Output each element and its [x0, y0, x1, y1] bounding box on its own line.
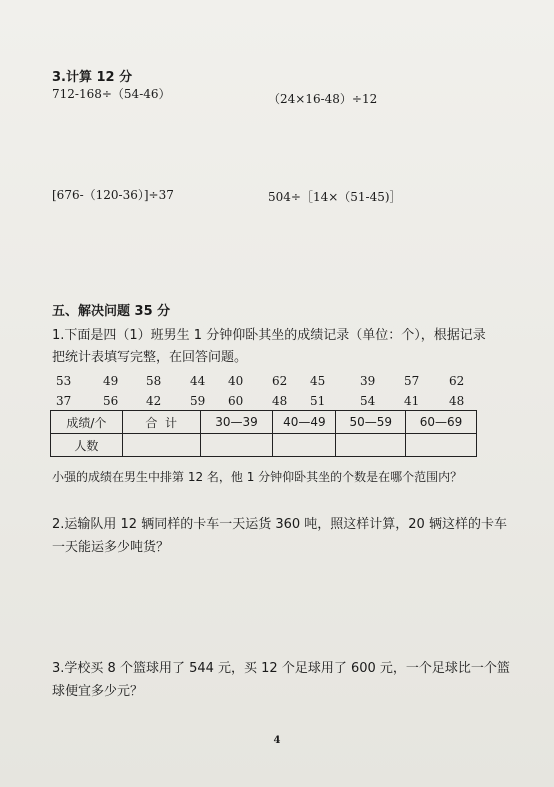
section5-title: 五、解决问题 35 分 [52, 304, 171, 319]
q1-text-line1: 1.下面是四（1）班男生 1 分钟仰卧其坐的成绩记录（单位：个），根据记录 [52, 328, 486, 343]
table-header-row [51, 411, 477, 434]
score-value: 44 [190, 374, 206, 388]
table-header-cell: 合 计 [122, 411, 200, 434]
scores-row-2 [0, 394, 554, 410]
q3-text-line1: 3.学校买 8 个篮球用了 544 元，买 12 个足球用了 600 元，一个足球比一个篮 [52, 661, 510, 676]
score-value: 60 [228, 394, 244, 408]
score-value: 41 [404, 394, 420, 408]
calc-expression-3: [676-（120-36）]÷37 [52, 188, 174, 202]
table-header-cell: 30—39 [200, 411, 273, 434]
table-row [51, 434, 477, 457]
calc-expression-1: 712-168÷（54-46） [52, 87, 171, 101]
score-value: 57 [404, 374, 420, 388]
table-blank-cell[interactable] [122, 434, 200, 457]
section3-title: 3.计算 12 分 [52, 70, 133, 85]
score-value: 39 [360, 374, 376, 388]
scores-row-1 [0, 374, 554, 390]
table-blank-cell[interactable] [273, 434, 336, 457]
page-number: 4 [273, 735, 281, 746]
q2-text-line1: 2.运输队用 12 辆同样的卡车一天运货 360 吨，照这样计算，20 辆这样的卡车 [52, 517, 507, 532]
q1-question: 小强的成绩在男生中排第 12 名，他 1 分钟仰卧其坐的个数是在哪个范围内？ [52, 470, 463, 484]
score-value: 62 [449, 374, 465, 388]
table-blank-cell[interactable] [406, 434, 477, 457]
score-value: 56 [103, 394, 119, 408]
score-value: 59 [190, 394, 206, 408]
calc-expression-2: （24×16-48）÷12 [268, 92, 378, 106]
score-value: 40 [228, 374, 244, 388]
score-value: 62 [272, 374, 288, 388]
score-value: 37 [56, 394, 72, 408]
score-value: 58 [146, 374, 162, 388]
score-statistics-table [50, 410, 477, 457]
table-header-cell: 60—69 [406, 411, 477, 434]
score-value: 42 [146, 394, 162, 408]
calc-expression-4: 504÷［14×（51-45)］ [268, 190, 402, 204]
q2-text-line2: 一天能运多少吨货？ [52, 540, 170, 555]
table-row-label: 人数 [51, 434, 123, 457]
table-header-cell: 成绩/个 [51, 411, 123, 434]
score-value: 51 [310, 394, 326, 408]
score-value: 45 [310, 374, 326, 388]
score-value: 53 [56, 374, 72, 388]
q3-text-line2: 球便宜多少元？ [52, 684, 144, 699]
table-blank-cell[interactable] [336, 434, 406, 457]
q1-text-line2: 把统计表填写完整，在回答问题。 [52, 350, 248, 365]
table-header-cell: 40—49 [273, 411, 336, 434]
score-value: 49 [103, 374, 119, 388]
table-header-cell: 50—59 [336, 411, 406, 434]
score-value: 48 [449, 394, 465, 408]
table-blank-cell[interactable] [200, 434, 273, 457]
score-value: 54 [360, 394, 376, 408]
score-value: 48 [272, 394, 288, 408]
